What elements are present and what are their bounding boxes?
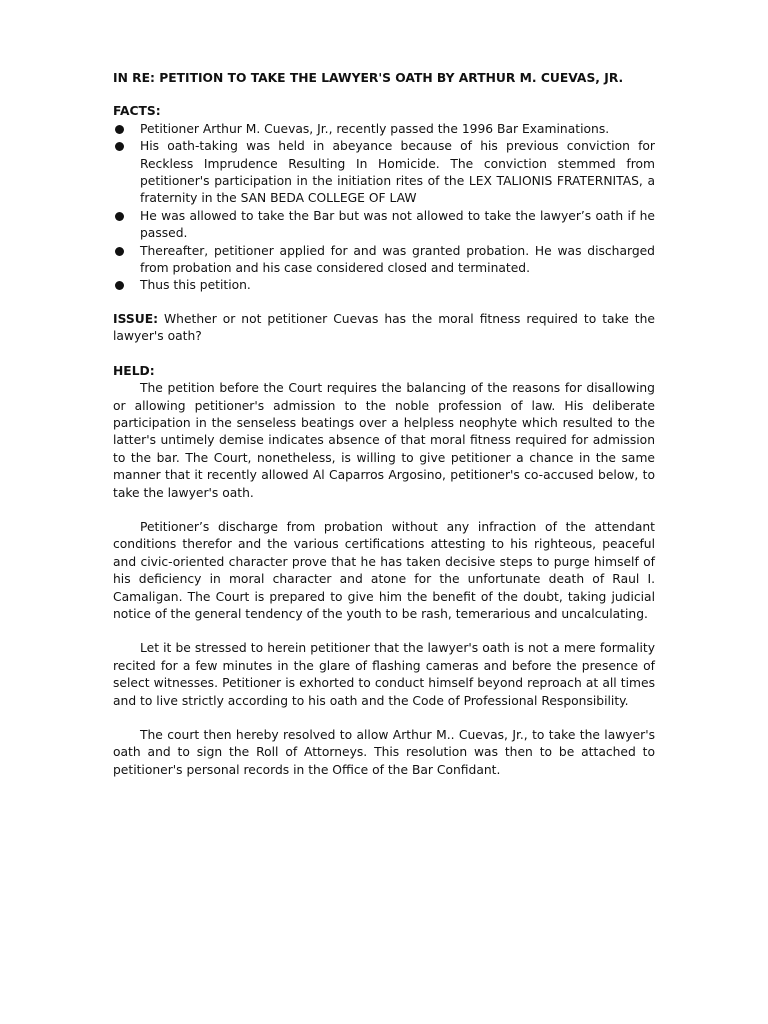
held-paragraph: The court then hereby resolved to allow Arthur M.. Cuevas, Jr., to take the lawyer's oath and to sign the Roll of Attorneys. This resolution was then to be attached to petitioner's personal records in the Office of the Bar Confidant. xyxy=(113,728,655,777)
facts-item-text: Thus this petition. xyxy=(140,278,251,293)
bullet-icon xyxy=(115,125,124,134)
document-page xyxy=(113,70,655,779)
held-paragraph: Petitioner’s discharge from probation without any infraction of the attendant conditions therefor and the various certifications attesting to his righteous, peaceful and civic-oriented character prove that he has taken decisive steps to purge himself of his deficiency in moral character and atone for the unfortunate death of Raul I. Camaligan. The Court is prepared to give him the benefit of the doubt, taking judicial notice of the general tendency of the youth to be rash, temerarious and uncalculating. xyxy=(113,519,655,621)
facts-heading: FACTS: xyxy=(113,104,161,119)
bullet-icon xyxy=(115,281,124,290)
facts-list-item xyxy=(113,208,655,243)
facts-item-text: His oath-taking was held in abeyance because of his previous conviction for Reckless Imprudence Resulting In Homicide. The conviction stemmed from petitioner's participation in the initiation rites of the LEX TALIONIS FRATERNITAS, a fraternity in the SAN BEDA COLLEGE OF LAW xyxy=(140,139,655,206)
held-section xyxy=(113,363,655,780)
bullet-icon xyxy=(115,142,124,151)
issue-text: Whether or not petitioner Cuevas has the moral fitness required to take the lawyer's oath? xyxy=(113,311,655,344)
document-title: IN RE: PETITION TO TAKE THE LAWYER'S OATH BY ARTHUR M. CUEVAS, JR. xyxy=(113,71,624,85)
facts-list-item xyxy=(113,121,655,138)
facts-list-item xyxy=(113,243,655,278)
facts-list-item xyxy=(113,138,655,208)
facts-list xyxy=(113,121,655,295)
issue-section xyxy=(113,311,655,346)
held-paragraph: Let it be stressed to herein petitioner that the lawyer's oath is not a mere formality recited for a few minutes in the glare of flashing cameras and before the presence of select witnesses. Petitioner is exhorted to conduct himself beyond reproach at all times and to live strictly according to his oath and the Code of Professional Responsibility. xyxy=(113,641,655,708)
facts-list-item xyxy=(113,277,655,294)
facts-item-text: Petitioner Arthur M. Cuevas, Jr., recently passed the 1996 Bar Examinations. xyxy=(140,121,610,136)
issue-heading: ISSUE: xyxy=(113,311,159,326)
held-paragraph: The petition before the Court requires the balancing of the reasons for disallowing or allowing petitioner's admission to the noble profession of law. His deliberate participation in the senseless beatings over a helpless neophyte which resulted to the latter's untimely demise indicates absence of that moral fitness required for admission to the bar. The Court, nonetheless, is willing to give petitioner a chance in the same manner that it recently allowed Al Caparros Argosino, petitioner's co-accused below, to take the lawyer's oath. xyxy=(113,381,655,500)
facts-section xyxy=(113,103,655,294)
bullet-icon xyxy=(115,247,124,256)
facts-item-text: He was allowed to take the Bar but was not allowed to take the lawyer’s oath if he passed. xyxy=(140,208,655,241)
held-heading: HELD: xyxy=(113,363,155,378)
facts-item-text: Thereafter, petitioner applied for and was granted probation. He was discharged from probation and his case considered closed and terminated. xyxy=(140,243,655,276)
bullet-icon xyxy=(115,212,124,221)
